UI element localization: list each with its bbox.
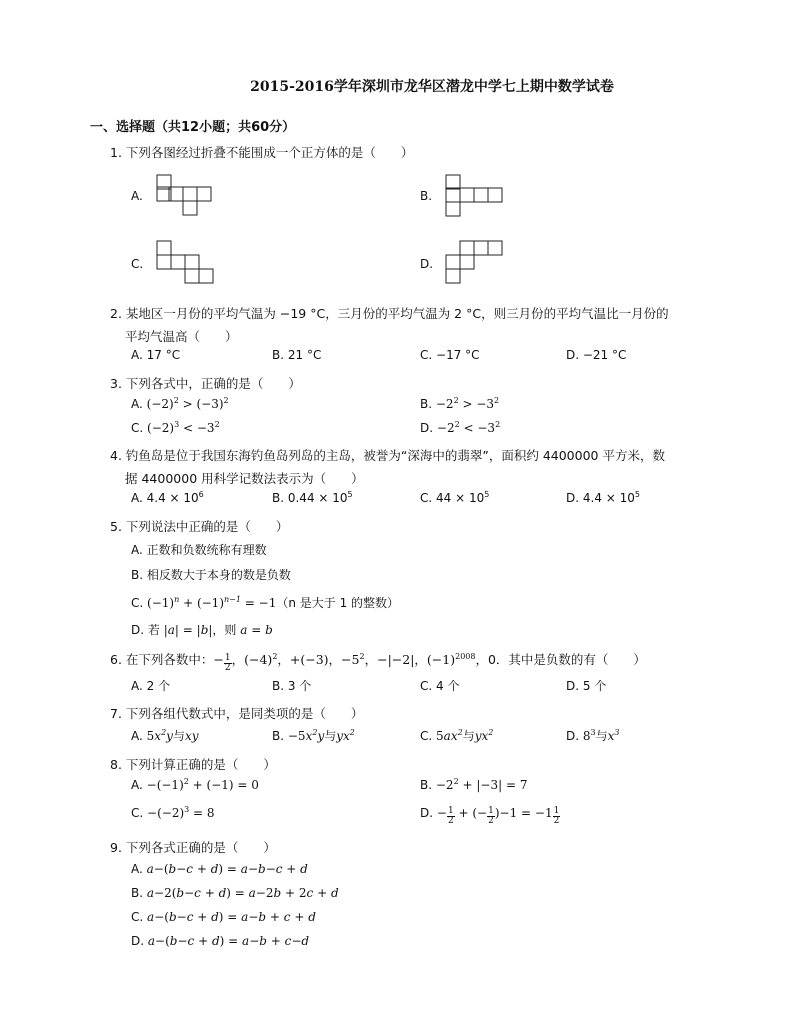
q4-option-b: B. $0.44 \times 10^5$: [272, 490, 353, 505]
q2-stem-line1: 2. 某地区一月份的平均气温为 −19 °C，三月份的平均气温为 2 °C，则三月份的平均气温比一月份的: [110, 306, 669, 321]
q3-option-b: B. $-2^2 > -3^2$: [420, 396, 500, 411]
q3-option-d: D. $-2^2 < -3^2$: [420, 420, 501, 435]
q1-option-d: D.: [420, 257, 434, 271]
q1-option-a: A.: [131, 189, 143, 203]
q9-option-c: C. a−(b−c + d) = a−b + c + d: [131, 910, 316, 924]
q6-option-d: D. 5 个: [566, 679, 607, 693]
q1-net-b-figure: [445, 174, 505, 214]
q5-option-c-note: （n 是大于 1 的整数）: [276, 596, 400, 610]
q1-net-c-figure: [156, 240, 216, 284]
q6-stem: 6. 在下列各数中：− $\frac{1}{2}$ ，$(-4)^2$，+(−3)，$-5^2$，−|−2|，$(-1)^{2008}$，0．其中是负数的有（ ）: [110, 652, 646, 673]
q2-option-b: B. 21 °C: [272, 348, 322, 362]
q5-option-b: B. 相反数大于本身的数是负数: [131, 568, 291, 582]
q9-option-b: B. a−2(b−c + d) = a−2b + 2c + d: [131, 886, 339, 900]
q5-stem: 5. 下列说法中正确的是（ ）: [110, 519, 289, 534]
q2-option-d: D. −21 °C: [566, 348, 627, 362]
q4-option-a: A. $4.4 \times 10^6$: [131, 490, 204, 505]
q1-option-b: B.: [420, 189, 433, 203]
q2-option-a: A. 17 °C: [131, 348, 181, 362]
q7-option-c: C. $5ax^2$与$yx^2$: [420, 728, 494, 743]
q4-option-d: D. $4.4 \times 10^5$: [566, 490, 641, 505]
section-heading: 一、选择题（共12小题；共60分）: [90, 120, 296, 135]
q5-option-c: C. $(-1)^n + (-1)^{n-1} = -1(n$ 是大于 1 的整数）: [131, 595, 400, 610]
q8-option-b: B. $-2^2 + |-3| = 7$: [420, 777, 528, 792]
q7-option-d: D. $8^3$与$x^3$: [566, 728, 620, 743]
q4-option-c: C. $44 \times 10^5$: [420, 490, 490, 505]
q1-option-c: C.: [131, 257, 144, 271]
q2-option-c: C. −17 °C: [420, 348, 480, 362]
q9-option-d: D. a−(b−c + d) = a−b + c−d: [131, 934, 310, 948]
q8-option-c: C. $-(-2)^3 = 8$: [131, 805, 215, 820]
q3-option-c: C. $(-2)^3 < -3^2$: [131, 420, 220, 435]
q2-stem-line2: 平均气温高（ ）: [125, 329, 238, 344]
q9-stem: 9. 下列各式正确的是（ ）: [110, 840, 276, 855]
q4-stem-line2: 据 4400000 用科学记数法表示为（ ）: [125, 471, 364, 486]
q6-option-b: B. 3 个: [272, 679, 312, 693]
q4-stem-line1: 4. 钓鱼岛是位于我国东海钓鱼岛列岛的主岛，被誉为“深海中的翡翠”，面积约 4400000 平方米，数: [110, 448, 665, 463]
q6-option-a: A. 2 个: [131, 679, 171, 693]
q1-net-a-figure: [156, 174, 216, 214]
q8-option-a: A. $-(-1)^2 + (-1) = 0$: [131, 777, 259, 792]
q1-net-d-figure: [445, 240, 505, 284]
q9-option-a: A. a−(b−c + d) = a−b−c + d: [131, 862, 308, 876]
q7-option-a: A. $5x^2y$与xy: [131, 728, 199, 743]
q7-option-b: B. $-5x^2y$与$yx^2$: [272, 728, 355, 743]
q7-stem: 7. 下列各组代数式中，是同类项的是（ ）: [110, 706, 364, 721]
q5-option-a: A. 正数和负数统称有理数: [131, 543, 267, 557]
q8-option-d: D. − $\frac{1}{2}$ + (− $\frac{1}{2}$ )−1 = −1 $\frac{1}{2}$: [420, 806, 560, 826]
q3-stem: 3. 下列各式中，正确的是（ ）: [110, 376, 301, 391]
q3-option-a: A. $(-2)^2 > (-3)^2$: [131, 396, 229, 411]
q1-stem: 1. 下列各图经过折叠不能围成一个正方体的是（ ）: [110, 145, 414, 160]
q6-option-c: C. 4 个: [420, 679, 460, 693]
q8-stem: 8. 下列计算正确的是（ ）: [110, 757, 276, 772]
page-title: 2015-2016学年深圳市龙华区潜龙中学七上期中数学试卷: [250, 79, 614, 95]
q5-option-d: D. 若 |a| = |b|，则 a = b: [131, 623, 273, 637]
